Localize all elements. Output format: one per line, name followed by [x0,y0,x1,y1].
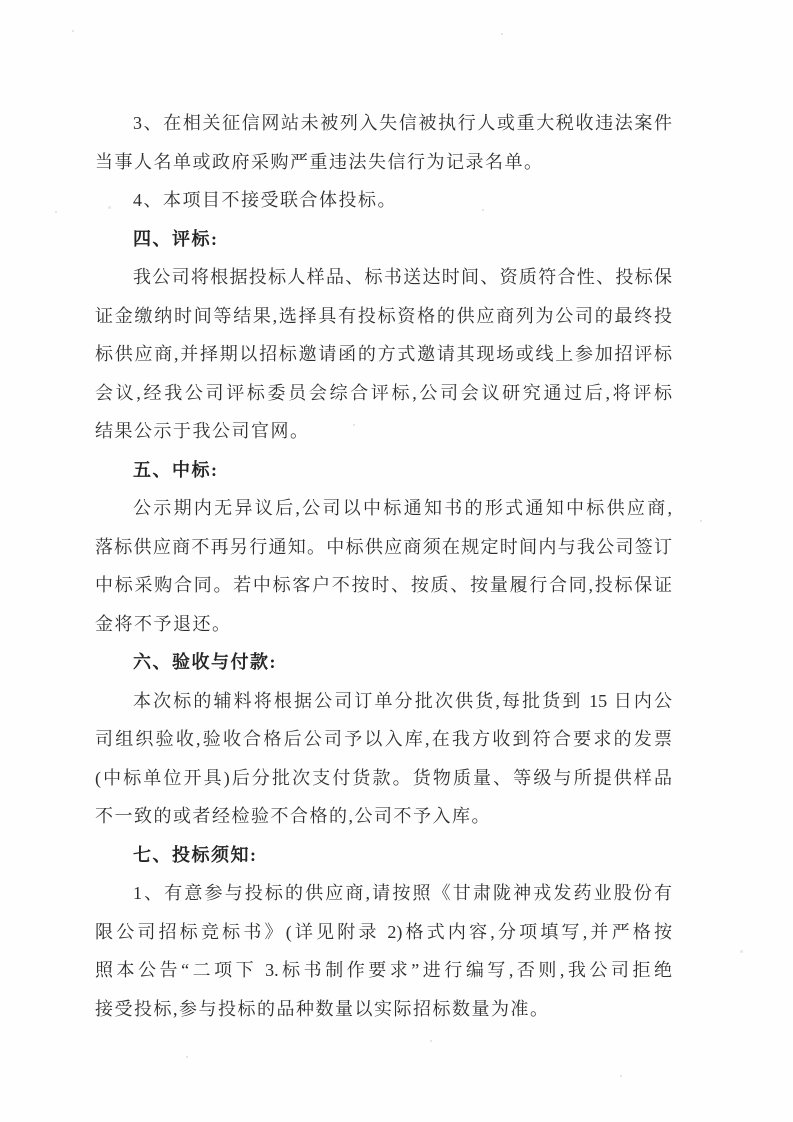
text-line: 4、本项目不接受联合体投标。 [133,190,397,210]
text-line: 中标采购合同。若中标客户不按时、按质、按量履行合同,投标保证 [95,575,672,595]
text-line: 当事人名单或政府采购严重违法失信行为记录名单。 [95,151,544,172]
scan-speckle [700,520,702,522]
text-line: 1、有意参与投标的供应商,请按照《甘肃陇神戎发药业股份有 [133,883,672,903]
scan-speckle [501,33,503,35]
text-line: 落标供应商不再另行通知。中标供应商须在规定时间内与我公司签订 [95,536,672,557]
text-line: 3、在相关征信网站未被列入失信被执行人或重大税收违法案件 [133,113,672,133]
text-line: (中标单位开具)后分批次支付货款。货物质量、等级与所提供样品 [95,767,672,788]
text-line: 接受投标,参与投标的品种数量以实际招标数量为准。 [95,998,550,1019]
scan-speckle [72,30,74,32]
text-line: 照本公告“二项下 3.标书制作要求”进行编写,否则,我公司拒绝 [95,960,672,980]
text-line: 我公司将根据投标人样品、标书送达时间、资质符合性、投标保 [133,267,672,287]
text-line: 本次标的辅料将根据公司订单分批次供货,每批货到 15 日内公 [133,690,672,711]
text-line: 金将不予退还。 [95,613,232,634]
scan-speckle [186,1056,188,1058]
scan-speckle [740,950,743,953]
scan-speckle [430,1040,432,1042]
text-line: 标供应商,并择期以招标邀请函的方式邀请其现场或线上参加招评标 [95,344,672,364]
scan-speckle [620,1075,622,1077]
heading-line: 五、中标: [133,459,219,480]
text-line: 结果公示于我公司官网。 [95,421,310,441]
heading-line: 七、投标须知: [133,844,258,865]
text-line: 公示期内无异议后,公司以中标通知书的形式通知中标供应商, [133,498,672,518]
text-line: 会议,经我公司评标委员会综合评标,公司会议研究通过后,将评标 [95,382,672,403]
document-content [95,104,672,1028]
heading-line: 四、评标: [133,228,219,249]
text-line: 不一致的或者经检验不合格的,公司不予入库。 [95,806,491,826]
text-line: 司组织验收,验收合格后公司予以入库,在我方收到符合要求的发票 [95,729,672,749]
text-line: 证金缴纳时间等结果,选择具有投标资格的供应商列为公司的最终投 [95,305,672,326]
heading-line: 六、验收与付款: [133,652,277,672]
scan-speckle [55,211,57,213]
text-line: 限公司招标竞标书》(详见附录 2)格式内容,分项填写,并严格按 [95,921,672,942]
